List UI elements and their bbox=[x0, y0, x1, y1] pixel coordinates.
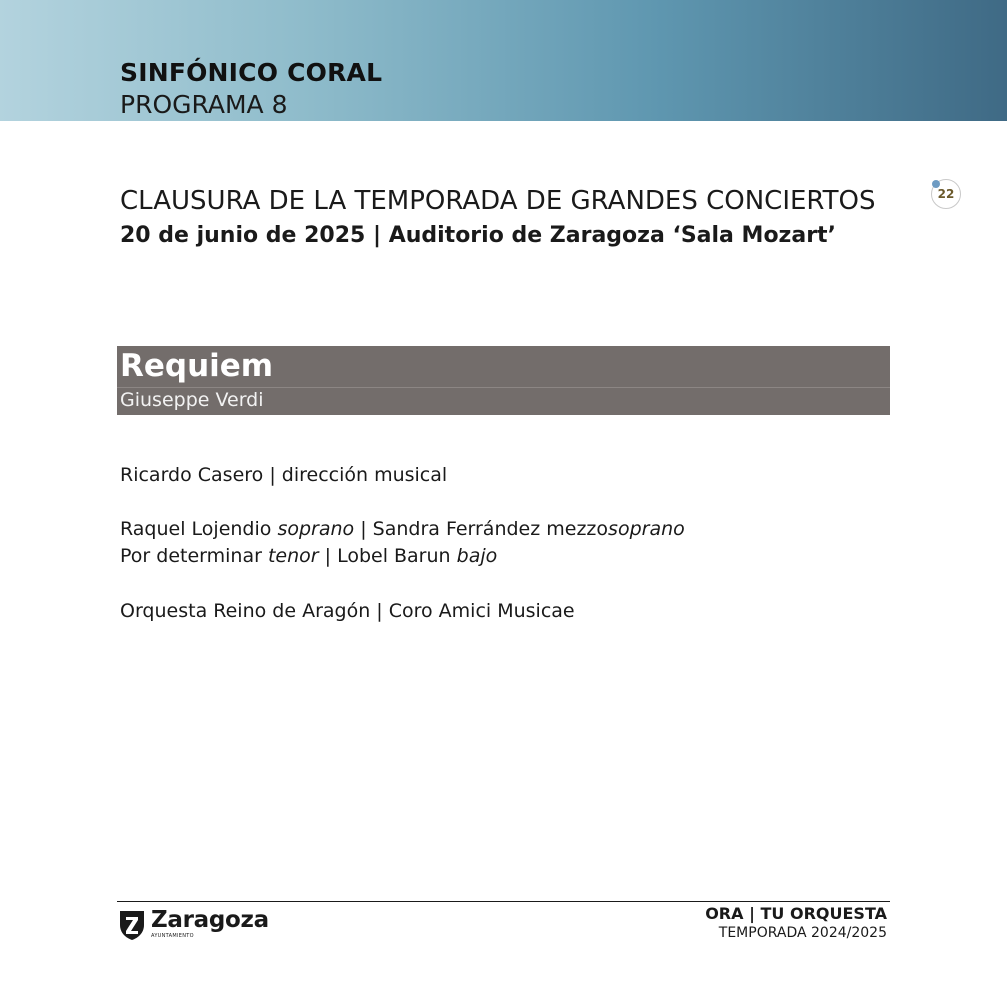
concert-date-venue: 20 de junio de 2025 | Auditorio de Zaragoza ‘Sala Mozart’ bbox=[120, 223, 836, 248]
zaragoza-logo bbox=[119, 907, 269, 943]
work-composer: Giuseppe Verdi bbox=[120, 389, 264, 411]
conductor-line bbox=[120, 464, 447, 486]
mezzo-role-prefix: mezzo bbox=[546, 518, 609, 540]
conductor-name: Ricardo Casero bbox=[120, 464, 264, 486]
tenor-role: tenor bbox=[267, 545, 319, 567]
conductor-role: dirección musical bbox=[281, 464, 448, 486]
shield-icon bbox=[119, 909, 145, 941]
work-title-box bbox=[117, 346, 890, 415]
soprano-name: Raquel Lojendio bbox=[120, 518, 272, 540]
mezzo-name: Sandra Ferrández bbox=[372, 518, 541, 540]
page-number-badge: 22 bbox=[931, 179, 961, 209]
logo-subtitle: AYUNTAMIENTO bbox=[151, 933, 194, 939]
bass-role: bajo bbox=[456, 545, 498, 567]
footer-season: TEMPORADA 2024/2025 bbox=[718, 925, 887, 941]
program-label: PROGRAMA 8 bbox=[120, 90, 288, 119]
soloists-line-1 bbox=[120, 518, 685, 540]
page-dot-icon bbox=[932, 180, 940, 188]
logo-wordmark: Zaragoza bbox=[151, 907, 269, 933]
work-title: Requiem bbox=[120, 348, 274, 384]
concert-title: CLAUSURA DE LA TEMPORADA DE GRANDES CONCIERTOS bbox=[120, 186, 876, 216]
ensembles-line: Orquesta Reino de Aragón | Coro Amici Musicae bbox=[120, 600, 575, 622]
footer-divider bbox=[117, 901, 890, 902]
work-box-divider bbox=[117, 387, 890, 388]
tenor-name: Por determinar bbox=[120, 545, 262, 567]
section-title: SINFÓNICO CORAL bbox=[120, 58, 383, 87]
separator: | bbox=[354, 518, 373, 540]
soloists-line-2 bbox=[120, 545, 497, 567]
separator: | bbox=[263, 464, 282, 486]
separator: | bbox=[318, 545, 338, 567]
mezzo-role-suffix: soprano bbox=[608, 518, 685, 540]
footer-brand: ORA | TU ORQUESTA bbox=[705, 904, 887, 923]
soprano-role: soprano bbox=[277, 518, 355, 540]
bass-name: Lobel Barun bbox=[337, 545, 451, 567]
